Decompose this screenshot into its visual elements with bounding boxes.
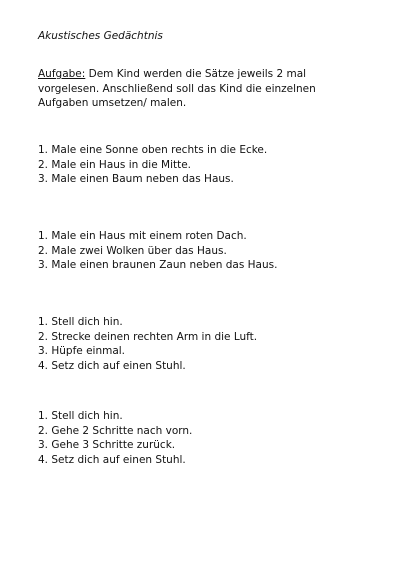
instruction-item: 1. Stell dich hin. xyxy=(38,410,123,422)
instruction-block-2 xyxy=(38,229,277,273)
instruction-item: 2. Male ein Haus in die Mitte. xyxy=(38,158,192,171)
task-text: Dem Kind werden die Sätze jeweils 2 mal vorgelesen. Anschließend soll das Kind die einzelnen Aufgaben umsetzen/ malen. xyxy=(38,68,316,109)
instruction-item: 2. Strecke deinen rechten Arm in die Luft. xyxy=(38,330,258,343)
instruction-item: 1. Male eine Sonne oben rechts in die Ecke. xyxy=(38,144,268,156)
instruction-item: 1. Stell dich hin. xyxy=(38,316,123,328)
instruction-item: 4. Setz dich auf einen Stuhl. xyxy=(38,453,186,466)
instruction-item: 1. Male ein Haus mit einem roten Dach. xyxy=(38,230,247,242)
instruction-block-3 xyxy=(38,315,257,373)
task-instructions xyxy=(38,67,368,111)
document-title: Akustisches Gedächtnis xyxy=(38,30,163,42)
instruction-item: 3. Hüpfe einmal. xyxy=(38,345,126,357)
instruction-block-1 xyxy=(38,143,267,187)
instruction-item: 3. Male einen Baum neben das Haus. xyxy=(38,173,234,185)
instruction-item: 3. Gehe 3 Schritte zurück. xyxy=(38,439,176,451)
instruction-item: 2. Male zwei Wolken über das Haus. xyxy=(38,244,227,257)
instruction-block-4 xyxy=(38,409,192,467)
instruction-item: 4. Setz dich auf einen Stuhl. xyxy=(38,359,186,372)
instruction-item: 2. Gehe 2 Schritte nach vorn. xyxy=(38,424,193,437)
instruction-item: 3. Male einen braunen Zaun neben das Haus. xyxy=(38,259,278,271)
task-label: Aufgabe: xyxy=(38,68,86,80)
